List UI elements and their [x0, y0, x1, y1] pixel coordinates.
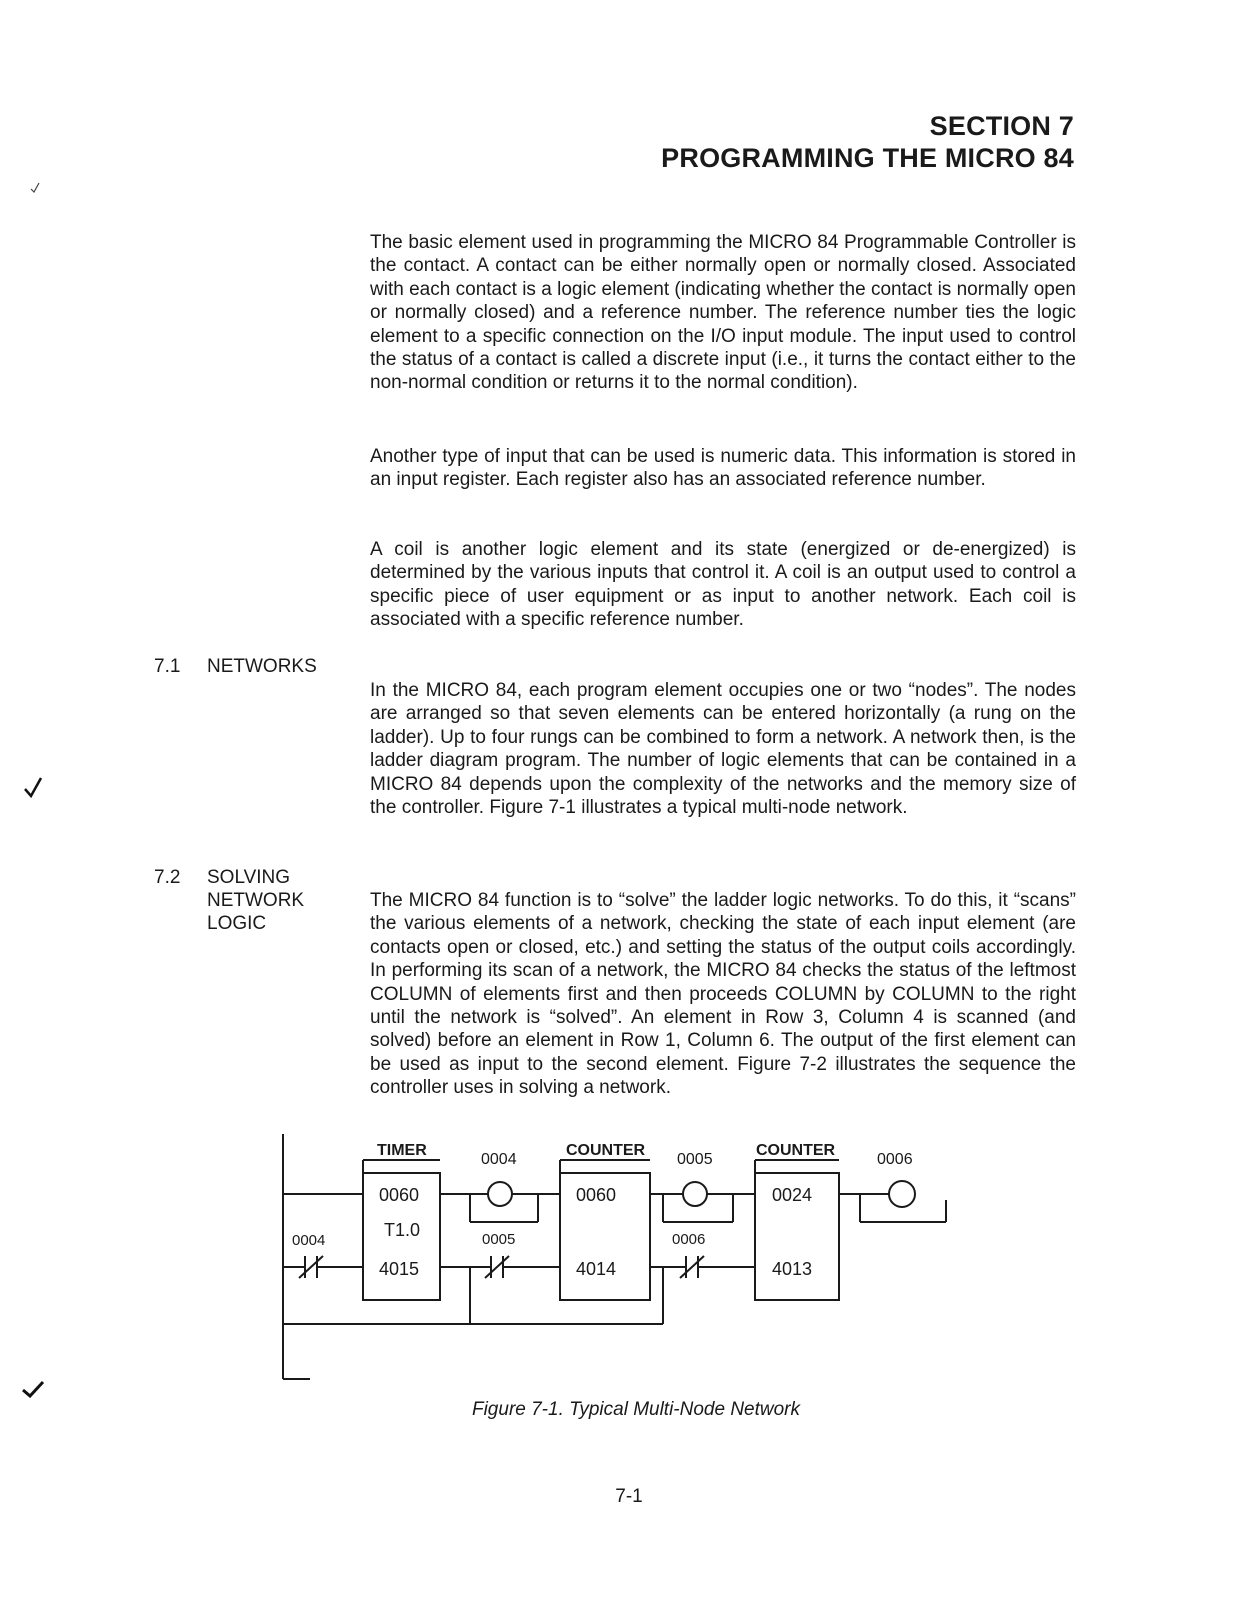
contact-label: 0006	[672, 1231, 706, 1248]
coil-0006	[889, 1181, 915, 1207]
block-mid-value: T1.0	[384, 1220, 421, 1240]
nc-contact-0005	[485, 1256, 509, 1278]
figure-caption: Figure 7-1. Typical Multi-Node Network	[471, 1399, 801, 1420]
section-header	[661, 110, 1074, 174]
page-number: 7-1	[615, 1486, 643, 1507]
intro-paragraph-1: The basic element used in programming the MICRO 84 Programmable Controller is the contact. A contact can be either normally open or normally closed. Associated with each contact is a logic element (indicating whether the contact is normally open or normally closed) and a reference number. The reference number ties the logic element to a specific connection on the I/O input module. The input used to control the status of a contact is called a discrete input (i.e., it turns the contact either to the non-normal condition or returns it to the normal condition).	[370, 232, 1076, 394]
intro-paragraph-3: A coil is another logic element and its state (energized or de-energized) is determined by the various inputs that control it. A coil is an output used to control a specific piece of user equipment or as input to another network. Each coil is associated with a specific reference number.	[370, 539, 1076, 631]
coil-label: 0005	[677, 1151, 713, 1168]
contact-label: 0005	[482, 1231, 516, 1248]
contact-label: 0004	[292, 1232, 326, 1249]
block-type-label: COUNTER	[566, 1142, 646, 1159]
section-heading-title: NETWORKS	[207, 656, 317, 677]
coil-label: 0004	[481, 1151, 517, 1168]
intro-paragraph-2: Another type of input that can be used is numeric data. This information is stored in an input register. Each register also has an associated reference number.	[370, 446, 1076, 491]
block-top-value: 0024	[772, 1185, 813, 1205]
block-top-value: 0060	[576, 1185, 617, 1205]
block-type-label: TIMER	[377, 1142, 427, 1159]
section-7-1-body: In the MICRO 84, each program element occupies one or two “nodes”. The nodes are arranged so that seven elements can be entered horizontally (a rung on the ladder). Up to four rungs can be combined to form a network. A network then, is the ladder diagram program. The number of logic elements that can be contained in a MICRO 84 depends upon the complexity of the networks and the memory size of the controller. Figure 7-1 illustrates a typical multi-node network.	[370, 680, 1076, 819]
nc-contact-0006	[680, 1256, 704, 1278]
block-top-value: 0060	[379, 1185, 420, 1205]
section-heading-title: SOLVING NETWORK LOGIC	[207, 867, 305, 934]
block-bottom-value: 4013	[772, 1259, 813, 1279]
margin-tick-mark	[28, 180, 42, 194]
coil-label: 0006	[877, 1151, 913, 1168]
margin-tick-mark	[22, 775, 44, 799]
block-type-label: COUNTER	[756, 1142, 836, 1159]
section-number: SECTION 7	[929, 111, 1074, 141]
section-heading-number: 7.2	[154, 867, 181, 888]
block-bottom-value: 4014	[576, 1259, 617, 1279]
coil-0004	[488, 1182, 512, 1206]
section-heading-number: 7.1	[154, 656, 181, 677]
ladder-diagram-figure	[270, 1128, 960, 1398]
coil-0005	[683, 1182, 707, 1206]
section-7-2-body: The MICRO 84 function is to “solve” the ladder logic networks. To do this, it “scans” the various elements of a network, checking the state of each input element (are contacts open or closed, etc.) and setting the status of the output coils accordingly. In performing its scan of a network, the MICRO 84 checks the status of the leftmost COLUMN of elements first and then proceeds COLUMN by COLUMN to the right until the network is “solved”. An element in Row 3, Column 4 is scanned (and solved) before an element in Row 1, Column 6. The output of the first element can be used as input to the second element. Figure 7-2 illustrates the sequence the controller uses in solving a network.	[370, 890, 1076, 1099]
margin-tick-mark	[20, 1378, 46, 1400]
block-bottom-value: 4015	[379, 1259, 420, 1279]
page-title: PROGRAMMING THE MICRO 84	[661, 143, 1074, 173]
nc-contact-0004	[299, 1256, 323, 1278]
